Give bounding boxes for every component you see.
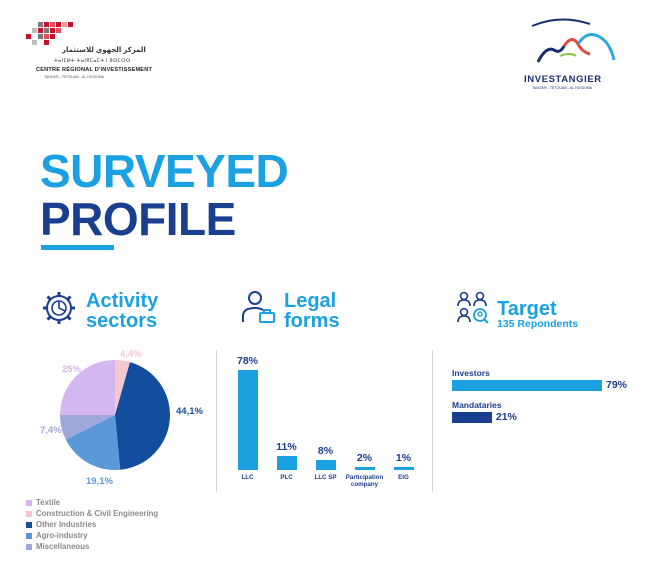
bar-label-eig: 1% <box>395 452 412 464</box>
activity-title-line1: Activity <box>86 290 159 312</box>
bar-label-plc: 11% <box>276 440 297 453</box>
divider-2 <box>432 350 433 492</box>
person-briefcase-icon <box>240 289 276 325</box>
legend-label: Other Industries <box>36 520 97 529</box>
cri-logo <box>26 18 151 88</box>
cri-name: CENTRE RÉGIONAL D'INVESTISSEMENT <box>36 67 153 73</box>
target-hbar-chart <box>452 368 642 438</box>
target-title: Target <box>497 298 557 320</box>
cri-mosaic-icon <box>26 18 151 48</box>
legend-swatch <box>26 544 32 550</box>
legend-swatch <box>26 511 32 517</box>
cri-arabic-name: المركز الجهوي للاستثمار <box>62 47 146 54</box>
legend-item-textile <box>26 497 158 508</box>
pie-label-textile: 25% <box>62 364 82 375</box>
pie-label-other: 44,1% <box>176 406 203 417</box>
activity-pie-chart <box>60 358 170 473</box>
title-underline <box>41 245 114 250</box>
legal-bar-chart <box>228 355 424 495</box>
hbar-investors <box>452 380 602 391</box>
legend-item-misc <box>26 541 158 552</box>
investangier-name: INVESTANGIER <box>524 74 602 85</box>
title-line1: SURVEYED <box>40 145 289 197</box>
bar-category-participation: Participation company <box>345 474 384 488</box>
pie-label-misc: 7,4% <box>40 425 62 436</box>
legend-swatch <box>26 522 32 528</box>
bar-plc <box>277 456 297 470</box>
bar-category-eig: EIG <box>398 474 409 481</box>
legend-item-other <box>26 519 158 530</box>
legend-label: Agro-industry <box>36 531 88 540</box>
legend-item-construction <box>26 508 158 519</box>
legal-title-line2: forms <box>284 310 340 332</box>
pie-label-agro: 19,1% <box>86 476 113 487</box>
title-line2: PROFILE <box>40 193 236 245</box>
hbar-label-investors: 79% <box>606 379 628 391</box>
bar-label-llc: 78% <box>236 355 258 367</box>
divider-1 <box>216 350 217 492</box>
cri-tifinagh-name: ⵜⴰⵏⵎⵍⵜ ⵜⴰⵏⴳⵎⴰⵎⵜ ⵏ ⵓⵙⵎⵔⵙ <box>54 58 131 64</box>
people-target-icon <box>456 291 490 325</box>
bar-llc <box>238 370 258 470</box>
legend-label: Construction & Civil Engineering <box>36 509 159 518</box>
pie-label-construction: 4,4% <box>120 349 142 360</box>
bar-eig <box>394 467 414 470</box>
gear-chart-icon <box>42 291 76 325</box>
investangier-region: TANGER - TÉTOUAN - AL HOCEIMA <box>532 86 592 90</box>
legend-item-agro <box>26 530 158 541</box>
bar-label-participation: 2% <box>356 452 373 464</box>
hbar-mandataries <box>452 412 492 423</box>
hbar-category-mandataries: Mandataries <box>452 400 502 410</box>
pie-legend <box>26 497 158 552</box>
investangier-logo <box>520 16 620 96</box>
bar-participation <box>355 467 375 470</box>
legend-label: Textile <box>36 498 61 507</box>
target-subtitle: 135 Repondents <box>497 318 579 330</box>
bar-category-plc: PLC <box>280 474 293 481</box>
legend-swatch <box>26 533 32 539</box>
legend-swatch <box>26 500 32 506</box>
cri-region: TANGER - TÉTOUAN - AL HOCEIMA <box>44 75 104 79</box>
bar-llc-sp <box>316 460 336 470</box>
hbar-category-investors: Investors <box>452 368 490 378</box>
bar-category-llc: LLC <box>241 474 254 481</box>
investangier-swoosh-icon <box>520 16 620 74</box>
legal-title-line1: Legal <box>284 290 337 312</box>
legend-label: Miscellaneous <box>36 542 90 551</box>
bar-category-llc-sp: LLC SP <box>314 474 337 481</box>
bar-label-llc-sp: 8% <box>317 444 334 457</box>
activity-title-line2: sectors <box>86 310 158 332</box>
hbar-label-mandataries: 21% <box>495 411 517 423</box>
